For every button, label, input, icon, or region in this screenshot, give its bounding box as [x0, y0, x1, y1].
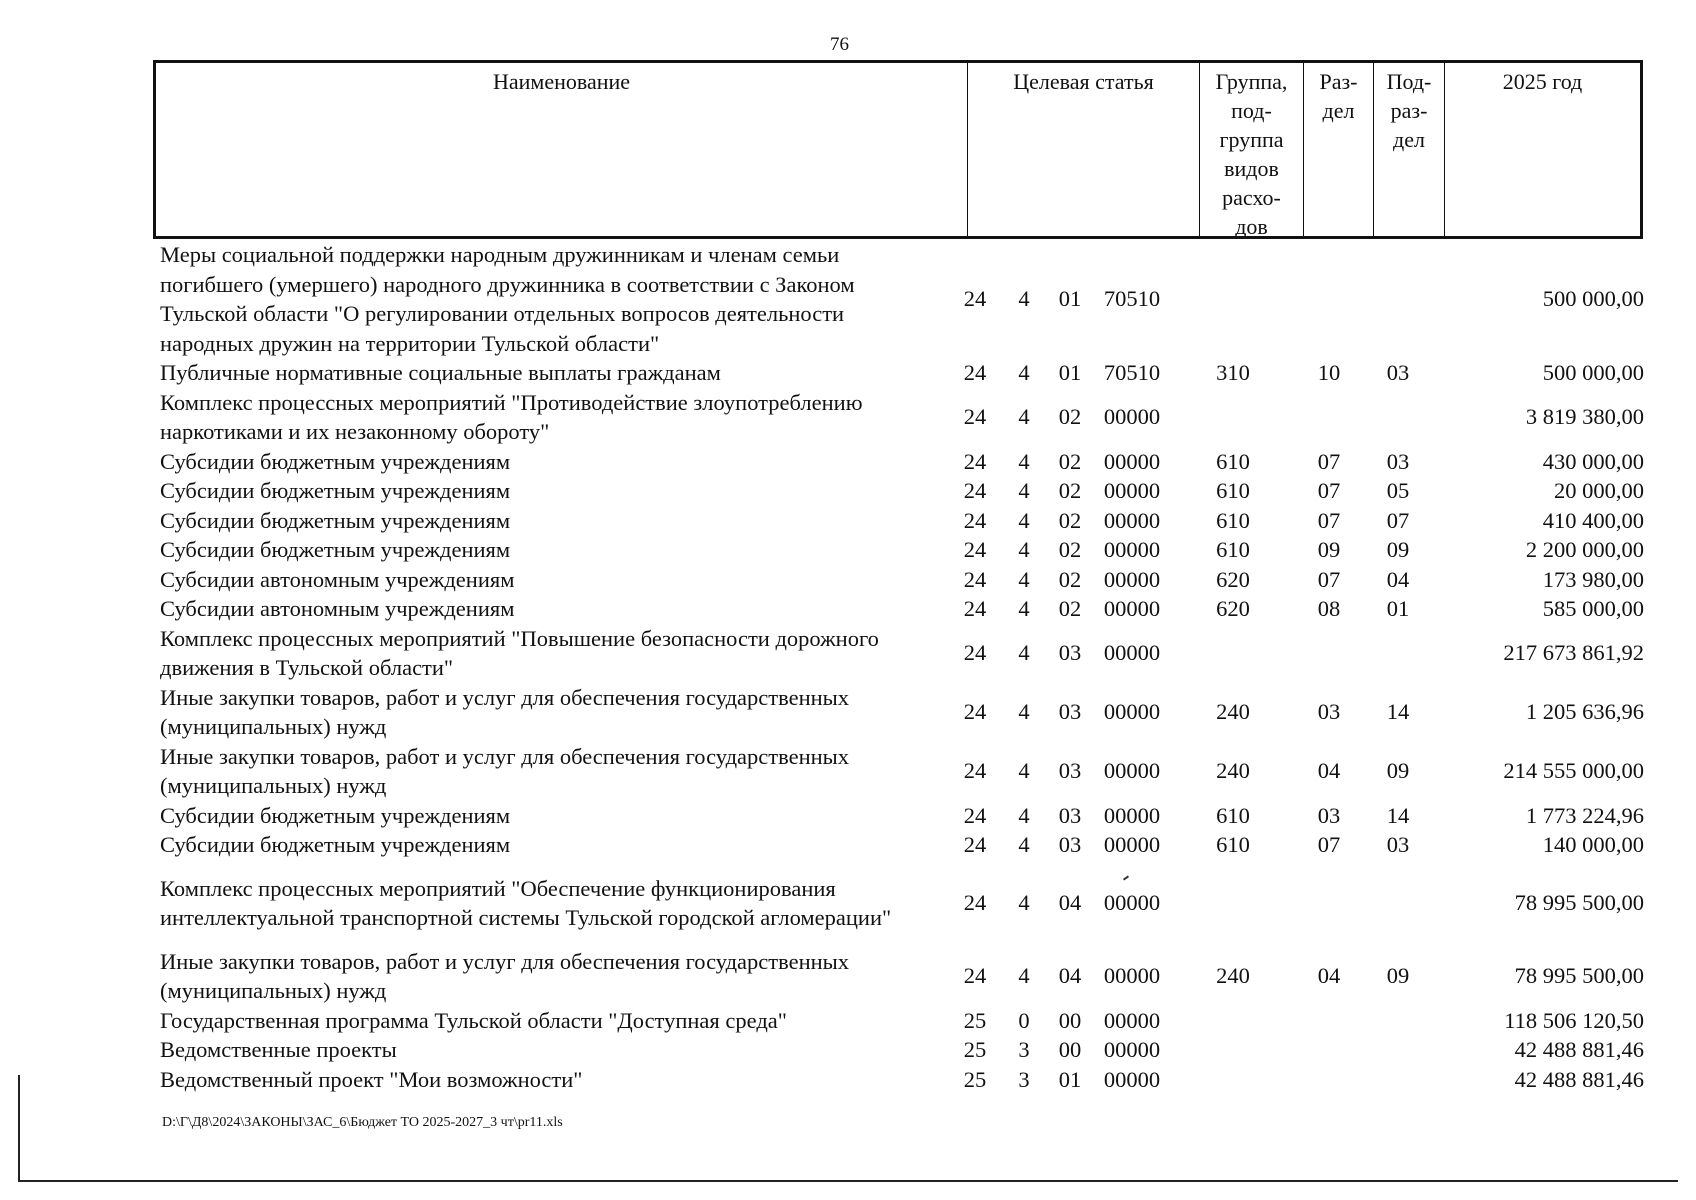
header-razdel-line: Раз- — [1319, 69, 1358, 94]
table-row — [160, 240, 1646, 358]
code-program: 25 — [963, 1066, 987, 1092]
row-name: Комплекс процессных мероприятий "Обеспечение функционирования интеллектуальной транспортной системы Тульской городской агломерации" — [160, 875, 892, 930]
row-name: Субсидии бюджетным учреждениям — [160, 537, 511, 562]
code-subprogram: 4 — [1018, 963, 1030, 989]
amount-2025: 173 980,00 — [1542, 566, 1644, 592]
code-subprogram: 3 — [1018, 1037, 1030, 1062]
podrazdel: 03 — [1386, 360, 1410, 385]
code-event: 03 — [1058, 640, 1082, 666]
amount-2025: 20 000,00 — [1554, 478, 1644, 503]
amount-2025: 500 000,00 — [1542, 286, 1644, 312]
code-program: 24 — [963, 832, 987, 857]
code-direction: 00000 — [1103, 758, 1161, 784]
code-program: 24 — [963, 478, 987, 503]
code-event: 00 — [1058, 1037, 1082, 1062]
table-row — [160, 565, 1646, 595]
razdel: 07 — [1317, 478, 1341, 503]
header-podrazdel-line: дел — [1393, 127, 1425, 152]
table-row — [160, 830, 1646, 860]
code-subprogram: 4 — [1018, 890, 1030, 916]
table-row — [160, 535, 1646, 565]
podrazdel: 07 — [1386, 507, 1410, 533]
code-program: 24 — [963, 640, 987, 666]
row-name: Субсидии автономным учреждениям — [160, 596, 515, 621]
row-name: Субсидии бюджетным учреждениям — [160, 832, 511, 857]
amount-2025: 214 555 000,00 — [1503, 758, 1644, 784]
code-subprogram: 4 — [1018, 448, 1030, 474]
podrazdel: 05 — [1386, 478, 1410, 503]
code-direction: 00000 — [1103, 963, 1161, 989]
table-row — [160, 358, 1646, 388]
code-program: 24 — [963, 360, 987, 385]
table-row — [160, 1065, 1646, 1095]
page-edge-left — [18, 1075, 20, 1181]
code-event: 02 — [1058, 404, 1082, 430]
header-group-line: Группа, — [1215, 69, 1288, 94]
code-direction: 70510 — [1103, 286, 1161, 312]
code-program: 24 — [963, 596, 987, 621]
code-direction: 00000 — [1103, 566, 1161, 592]
code-event: 04 — [1058, 963, 1082, 989]
code-direction: 00000 — [1103, 890, 1161, 916]
code-program: 24 — [963, 537, 987, 562]
razdel: 03 — [1317, 802, 1341, 828]
row-name: Субсидии бюджетным учреждениям — [160, 802, 511, 828]
code-direction: 00000 — [1103, 832, 1161, 857]
row-name: Комплекс процессных мероприятий "Противодействие злоупотреблению наркотиками и их незаконному обороту" — [160, 389, 863, 444]
table-row — [160, 1035, 1646, 1065]
footer-file-path: D:\Г\Д8\2024\ЗАКОНЫ\ЗАС_6\Бюджет ТО 2025-2027_3 чт\pr11.xls — [162, 1115, 563, 1130]
code-program: 24 — [963, 286, 987, 312]
expense-group: 610 — [1216, 537, 1250, 562]
code-program: 24 — [963, 699, 987, 725]
amount-2025: 500 000,00 — [1542, 360, 1644, 385]
table-row — [160, 447, 1646, 477]
code-program: 24 — [963, 566, 987, 592]
amount-2025: 410 400,00 — [1542, 507, 1644, 533]
podrazdel: 09 — [1386, 537, 1410, 562]
table-row — [160, 388, 1646, 447]
podrazdel: 03 — [1386, 832, 1410, 857]
header-razdel-line: дел — [1322, 98, 1355, 123]
code-subprogram: 4 — [1018, 566, 1030, 592]
code-subprogram: 4 — [1018, 832, 1030, 857]
code-event: 02 — [1058, 537, 1082, 562]
razdel: 04 — [1317, 758, 1341, 784]
header-podrazdel — [1374, 63, 1445, 236]
expense-group: 610 — [1216, 507, 1250, 533]
razdel: 07 — [1317, 566, 1341, 592]
row-name: Иные закупки товаров, работ и услуг для обеспечения государственных (муниципальных) нужд — [160, 948, 850, 1003]
row-name: Субсидии бюджетным учреждениям — [160, 448, 511, 474]
header-razdel — [1304, 63, 1374, 236]
podrazdel: 09 — [1386, 963, 1410, 989]
razdel: 09 — [1317, 537, 1341, 562]
expense-group: 310 — [1216, 360, 1250, 385]
code-direction: 00000 — [1103, 448, 1161, 474]
razdel: 10 — [1317, 360, 1341, 385]
code-event: 01 — [1058, 1066, 1082, 1092]
amount-2025: 217 673 861,92 — [1503, 640, 1644, 666]
amount-2025: 42 488 881,46 — [1514, 1066, 1644, 1092]
amount-2025: 140 000,00 — [1542, 832, 1644, 857]
code-direction: 00000 — [1103, 478, 1161, 503]
razdel: 08 — [1317, 596, 1341, 621]
table-row — [160, 801, 1646, 831]
amount-2025: 1 205 636,96 — [1525, 699, 1644, 725]
code-subprogram: 0 — [1018, 1007, 1030, 1033]
code-direction: 00000 — [1103, 404, 1161, 430]
row-name: Государственная программа Тульской области "Доступная среда" — [160, 1007, 787, 1033]
code-subprogram: 4 — [1018, 507, 1030, 533]
code-event: 03 — [1058, 802, 1082, 828]
amount-2025: 118 506 120,50 — [1504, 1007, 1644, 1033]
row-name: Иные закупки товаров, работ и услуг для обеспечения государственных (муниципальных) нужд — [160, 684, 850, 739]
amount-2025: 585 000,00 — [1542, 596, 1644, 621]
header-group — [1200, 63, 1304, 239]
page-number: 76 — [830, 34, 850, 55]
code-subprogram: 4 — [1018, 478, 1030, 503]
code-program: 25 — [963, 1037, 987, 1062]
table-row — [160, 683, 1646, 742]
razdel: 03 — [1317, 699, 1341, 725]
header-group-line: группа — [1219, 127, 1284, 152]
code-subprogram: 4 — [1018, 404, 1030, 430]
amount-2025: 2 200 000,00 — [1525, 537, 1644, 562]
code-direction: 00000 — [1103, 802, 1161, 828]
code-subprogram: 4 — [1018, 537, 1030, 562]
code-direction: 00000 — [1103, 1037, 1161, 1062]
code-direction: 00000 — [1103, 1007, 1161, 1033]
code-program: 24 — [963, 507, 987, 533]
code-direction: 00000 — [1103, 699, 1161, 725]
code-direction: 00000 — [1103, 1066, 1161, 1092]
table-row — [160, 1006, 1646, 1036]
amount-2025: 3 819 380,00 — [1525, 404, 1644, 430]
code-subprogram: 4 — [1018, 758, 1030, 784]
code-event: 02 — [1058, 566, 1082, 592]
expense-group: 240 — [1216, 699, 1250, 725]
row-name: Ведомственный проект "Мои возможности" — [160, 1066, 583, 1092]
table-row — [160, 742, 1646, 801]
razdel: 04 — [1317, 963, 1341, 989]
header-podrazdel-line: раз- — [1390, 98, 1428, 123]
amount-2025: 78 995 500,00 — [1514, 963, 1644, 989]
table-row — [160, 476, 1646, 506]
row-name: Иные закупки товаров, работ и услуг для обеспечения государственных (муниципальных) нужд — [160, 743, 850, 798]
code-event: 01 — [1058, 286, 1082, 312]
code-subprogram: 4 — [1018, 360, 1030, 385]
header-group-line: дов — [1235, 214, 1268, 239]
amount-2025: 1 773 224,96 — [1525, 802, 1644, 828]
code-program: 24 — [963, 963, 987, 989]
podrazdel: 01 — [1386, 596, 1410, 621]
expense-group: 240 — [1216, 963, 1250, 989]
expense-group: 240 — [1216, 758, 1250, 784]
code-event: 03 — [1058, 832, 1082, 857]
code-event: 03 — [1058, 699, 1082, 725]
header-group-line: под- — [1231, 98, 1272, 123]
code-direction: 00000 — [1103, 640, 1161, 666]
code-event: 02 — [1058, 507, 1082, 533]
code-subprogram: 3 — [1018, 1066, 1030, 1092]
table-row — [160, 506, 1646, 536]
code-direction: 00000 — [1103, 507, 1161, 533]
amount-2025: 78 995 500,00 — [1514, 890, 1644, 916]
code-event: 01 — [1058, 360, 1082, 385]
podrazdel: 14 — [1386, 699, 1410, 725]
header-name: Наименование — [156, 63, 968, 236]
row-name: Субсидии бюджетным учреждениям — [160, 478, 511, 503]
code-direction: 00000 — [1103, 537, 1161, 562]
row-name: Субсидии автономным учреждениям — [160, 566, 515, 592]
podrazdel: 14 — [1386, 802, 1410, 828]
table-row — [160, 874, 1646, 933]
expense-group: 610 — [1216, 448, 1250, 474]
header-group-line: видов — [1224, 156, 1279, 181]
header-year: 2025 год — [1502, 69, 1583, 94]
row-name: Субсидии бюджетным учреждениям — [160, 507, 511, 533]
podrazdel: 04 — [1386, 566, 1410, 592]
row-name: Ведомственные проекты — [160, 1037, 397, 1062]
expense-group: 620 — [1216, 596, 1250, 621]
header-podrazdel-line: Под- — [1386, 69, 1432, 94]
row-name: Публичные нормативные социальные выплаты гражданам — [160, 360, 721, 385]
table-header — [153, 60, 1643, 239]
row-name: Комплекс процессных мероприятий "Повышение безопасности дорожного движения в Тульской области" — [160, 625, 879, 680]
code-program: 24 — [963, 448, 987, 474]
header-group-line: расхо- — [1222, 185, 1281, 210]
code-event: 02 — [1058, 596, 1082, 621]
code-subprogram: 4 — [1018, 802, 1030, 828]
razdel: 07 — [1317, 832, 1341, 857]
page-edge-bottom — [18, 1180, 1678, 1182]
code-direction: 70510 — [1103, 360, 1161, 385]
code-direction: 00000 — [1103, 596, 1161, 621]
podrazdel: 09 — [1386, 758, 1410, 784]
code-program: 25 — [963, 1007, 987, 1033]
code-program: 24 — [963, 890, 987, 916]
row-name: Меры социальной поддержки народным дружинникам и членам семьи погибшего (умершего) народного дружинника в соответствии с Законом Тульской области "О регулировании отдельных вопросов деятельности народных дружин на территории Тульской области" — [160, 242, 855, 356]
table-row — [160, 594, 1646, 624]
code-subprogram: 4 — [1018, 699, 1030, 725]
code-event: 00 — [1058, 1007, 1082, 1033]
code-subprogram: 4 — [1018, 596, 1030, 621]
table-row — [160, 624, 1646, 683]
code-program: 24 — [963, 802, 987, 828]
code-event: 04 — [1058, 890, 1082, 916]
expense-group: 610 — [1216, 478, 1250, 503]
code-event: 02 — [1058, 478, 1082, 503]
code-subprogram: 4 — [1018, 640, 1030, 666]
amount-2025: 42 488 881,46 — [1514, 1037, 1644, 1062]
header-target-article: Целевая статья — [968, 63, 1200, 236]
expense-group: 610 — [1216, 832, 1250, 857]
podrazdel: 03 — [1386, 448, 1410, 474]
amount-2025: 430 000,00 — [1542, 448, 1644, 474]
table-body — [160, 240, 1646, 1094]
code-subprogram: 4 — [1018, 286, 1030, 312]
code-program: 24 — [963, 404, 987, 430]
expense-group: 620 — [1216, 566, 1250, 592]
razdel: 07 — [1317, 448, 1341, 474]
razdel: 07 — [1317, 507, 1341, 533]
expense-group: 610 — [1216, 802, 1250, 828]
code-program: 24 — [963, 758, 987, 784]
code-event: 02 — [1058, 448, 1082, 474]
code-event: 03 — [1058, 758, 1082, 784]
table-row — [160, 947, 1646, 1006]
